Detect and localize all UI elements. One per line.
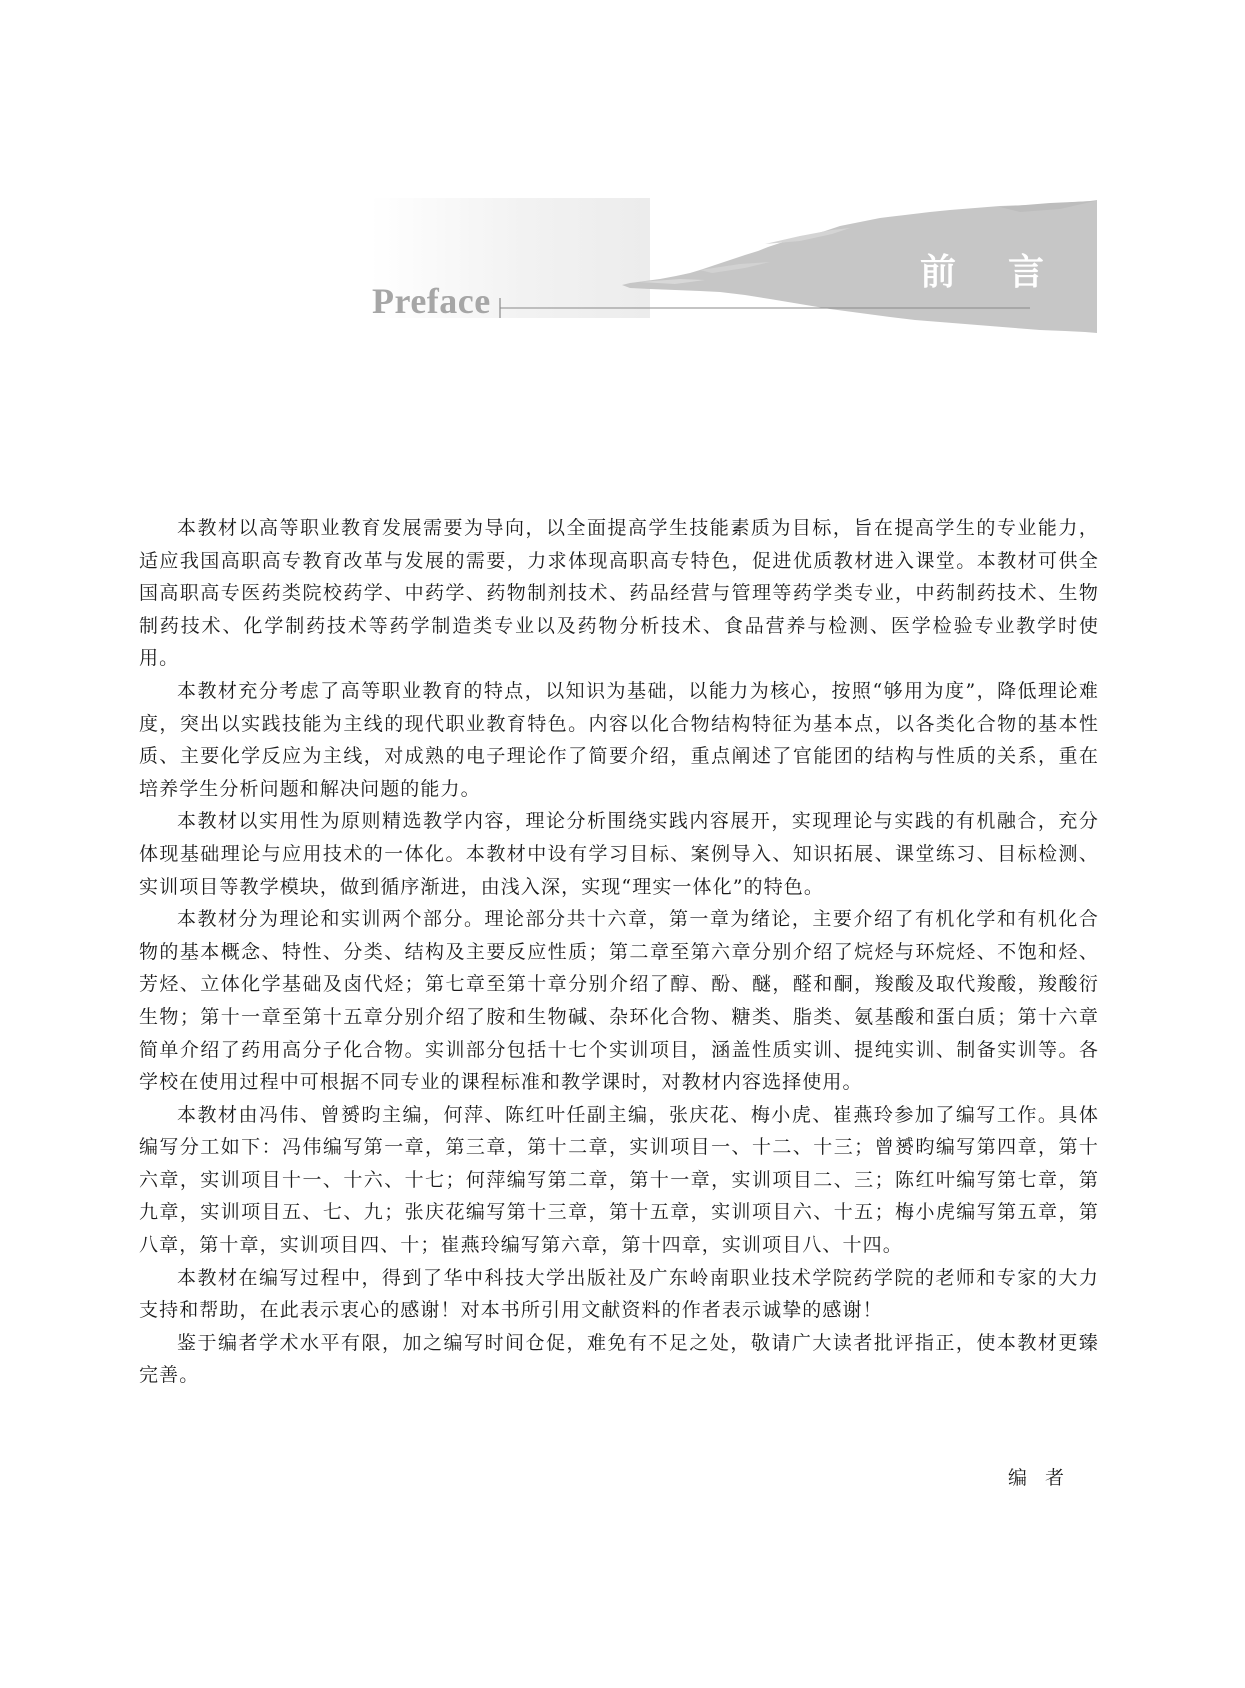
preface-body — [139, 512, 1099, 1392]
paragraph: 本教材充分考虑了高等职业教育的特点，以知识为基础，以能力为核心，按照“够用为度”，降低理论难度，突出以实践技能为主线的现代职业教育特色。内容以化合物结构特征为基本点，以各类化合物的基本性质、主要化学反应为主线，对成熟的电子理论作了简要介绍，重点阐述了官能团的结构与性质的关系，重在培养学生分析问题和解决问题的能力。 — [139, 679, 1099, 800]
ink-brush-banner — [0, 0, 1245, 360]
preface-title-cn: 前言 — [920, 251, 1097, 293]
paragraph: 本教材由冯伟、曾赟昀主编，何萍、陈红叶任副主编，张庆花、梅小虎、崔燕玲参加了编写工作。具体编写分工如下：冯伟编写第一章，第三章，第十二章，实训项目一、十二、十三；曾赟昀编写第四章，第十六章，实训项目十一、十六、十七；何萍编写第二章，第十一章，实训项目二、三；陈红叶编写第七章，第九章，实训项目五、七、九；张庆花编写第十三章，第十五章，实训项目六、十五；梅小虎编写第五章，第八章，第十章，实训项目四、十；崔燕玲编写第六章，第十四章，实训项目八、十四。 — [139, 1103, 1099, 1257]
paragraph: 本教材以高等职业教育发展需要为导向，以全面提高学生技能素质为目标，旨在提高学生的专业能力，适应我国高职高专教育改革与发展的需要，力求体现高职高专特色，促进优质教材进入课堂。本教材可供全国高职高专医药类院校药学、中药学、药物制剂技术、药品经营与管理等药学类专业，中药制药技术、生物制药技术、化学制药技术等药学制造类专业以及药物分析技术、食品营养与检测、医学检验专业教学时使用。 — [139, 517, 1099, 670]
paragraph: 鉴于编者学术水平有限，加之编写时间仓促，难免有不足之处，敬请广大读者批评指正，使本教材更臻完善。 — [139, 1331, 1099, 1387]
preface-title-en: Preface — [372, 281, 491, 321]
preface-header — [0, 0, 1245, 360]
author-signature: 编者 — [1008, 1467, 1083, 1489]
paragraph: 本教材在编写过程中，得到了华中科技大学出版社及广东岭南职业技术学院药学院的老师和专家的大力支持和帮助，在此表示衷心的感谢！对本书所引用文献资料的作者表示诚挚的感谢！ — [139, 1266, 1099, 1322]
paragraph: 本教材分为理论和实训两个部分。理论部分共十六章，第一章为绪论，主要介绍了有机化学和有机化合物的基本概念、特性、分类、结构及主要反应性质；第二章至第六章分别介绍了烷烃与环烷烃、不饱和烃、芳烃、立体化学基础及卤代烃；第七章至第十章分别介绍了醇、酚、醚，醛和酮，羧酸及取代羧酸，羧酸衍生物；第十一章至第十五章分别介绍了胺和生物碱、杂环化合物、糖类、脂类、氨基酸和蛋白质；第十六章简单介绍了药用高分子化合物。实训部分包括十七个实训项目，涵盖性质实训、提纯实训、制备实训等。各学校在使用过程中可根据不同专业的课程标准和教学课时，对教材内容选择使用。 — [139, 908, 1099, 1094]
paragraph: 本教材以实用性为原则精选教学内容，理论分析围绕实践内容展开，实现理论与实践的有机融合，充分体现基础理论与应用技术的一体化。本教材中设有学习目标、案例导入、知识拓展、课堂练习、目标检测、实训项目等教学模块，做到循序渐进，由浅入深，实现“理实一体化”的特色。 — [139, 810, 1099, 898]
